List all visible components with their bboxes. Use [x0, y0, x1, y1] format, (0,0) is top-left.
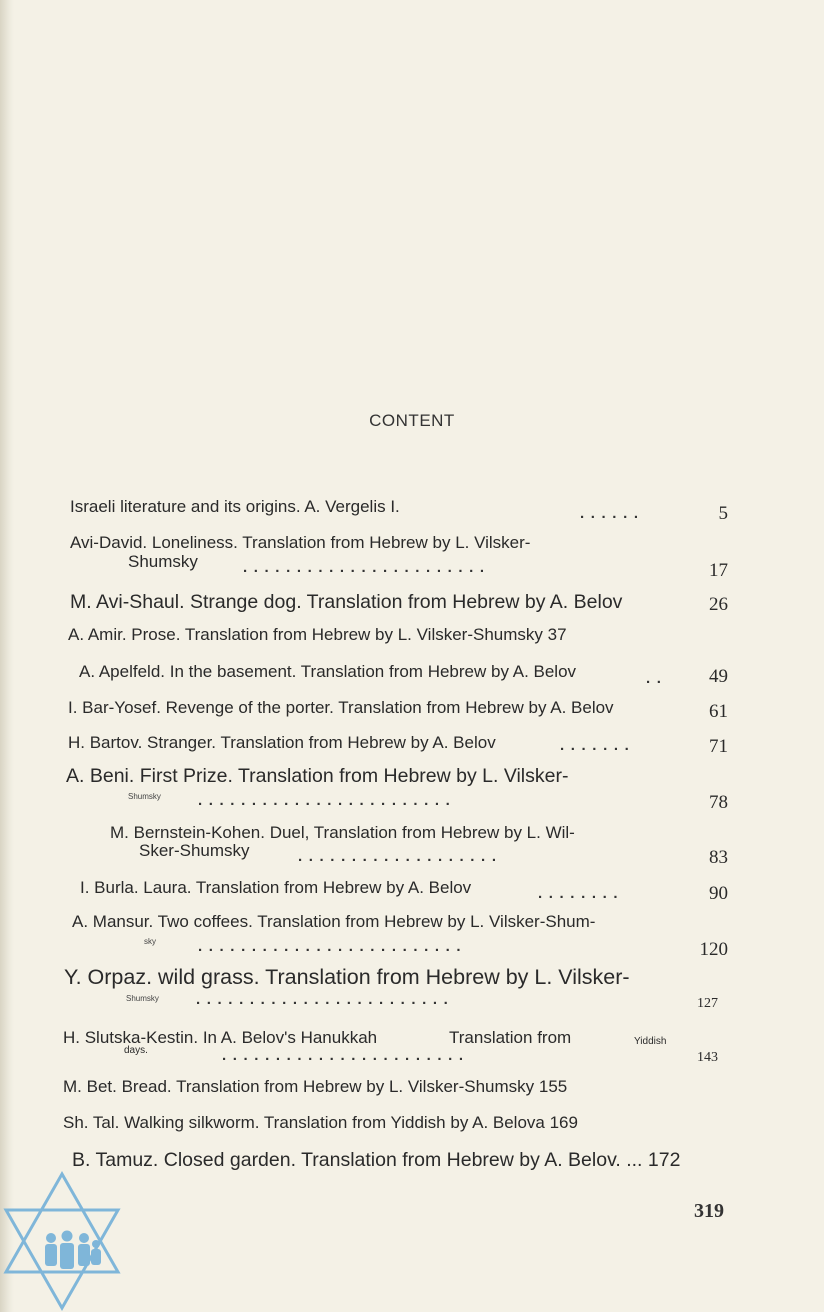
leader-dots: .........................: [198, 938, 468, 955]
page-spine-shadow: [0, 0, 14, 1312]
page-number: 90: [709, 883, 728, 904]
toc-entry-title-part: Translation from: [449, 1028, 572, 1047]
page-number: 83: [709, 847, 728, 868]
toc-entry-title: A. Apelfeld. In the basement. Translation from Hebrew by A. Belov: [79, 662, 577, 681]
page-number: 5: [718, 503, 728, 524]
toc-entry-title-continued: Sker-Shumsky: [139, 841, 250, 860]
page-number: 71: [709, 736, 728, 757]
leader-dots: ........................: [196, 991, 455, 1008]
toc-entry-title: H. Bartov. Stranger. Translation from Hebrew by A. Belov: [68, 733, 496, 752]
star-of-david-family-logo-icon: [0, 1170, 124, 1312]
leader-dots: .......: [560, 737, 636, 754]
toc-entry-title: Avi-David. Loneliness. Translation from Hebrew by L. Vilsker-: [70, 533, 531, 552]
toc-entry-title-continued: days.: [124, 1045, 148, 1056]
toc-entry-title-continued: Shumsky: [128, 552, 198, 571]
toc-entry-title: Sh. Tal. Walking silkworm. Translation from Yiddish by A. Belova 169: [63, 1113, 578, 1132]
toc-entry-title: M. Bet. Bread. Translation from Hebrew by L. Vilsker-Shumsky 155: [63, 1077, 568, 1096]
toc-entry-title: A. Beni. First Prize. Translation from Hebrew by L. Vilsker-: [66, 765, 569, 787]
leader-dots: .......................: [222, 1047, 470, 1064]
leader-dots: .......................: [243, 559, 491, 576]
toc-entry-title: B. Tamuz. Closed garden. Translation from Hebrew by A. Belov. ... 172: [72, 1149, 681, 1171]
toc-entry-title: I. Burla. Laura. Translation from Hebrew by A. Belov: [80, 878, 472, 897]
leader-dots: ...................: [298, 848, 503, 865]
toc-entry-title: M. Bernstein-Kohen. Duel, Translation from Hebrew by L. Wil-: [110, 823, 575, 842]
toc-entry-title: A. Amir. Prose. Translation from Hebrew by L. Vilsker-Shumsky 37: [68, 625, 567, 644]
page-number: 26: [709, 594, 728, 615]
page-number: 143: [697, 1050, 718, 1065]
leader-dots: ..: [646, 670, 668, 687]
toc-entry-title: I. Bar-Yosef. Revenge of the porter. Translation from Hebrew by A. Belov: [68, 698, 614, 717]
leader-dots: ........: [538, 885, 625, 902]
toc-entry-title-part: Yiddish: [634, 1036, 667, 1047]
page-number: 17: [709, 560, 728, 581]
page-number: 120: [699, 939, 728, 960]
leader-dots: ......: [580, 505, 645, 522]
page-number: 49: [709, 666, 728, 687]
toc-entry-title: M. Avi-Shaul. Strange dog. Translation from Hebrew by A. Belov: [70, 591, 623, 613]
toc-entry-title-continued: sky: [144, 937, 156, 946]
toc-entry-title: Y. Orpaz. wild grass. Translation from Hebrew by L. Vilsker-: [64, 965, 630, 989]
page-number: 61: [709, 701, 728, 722]
page-number: 127: [697, 996, 718, 1011]
page-title: CONTENT: [369, 411, 455, 430]
toc-entry-title: H. Slutska-Kestin. In A. Belov's Hanukkah: [63, 1028, 378, 1047]
toc-entry-title: Israeli literature and its origins. A. Vergelis I.: [70, 497, 400, 516]
leader-dots: ........................: [198, 792, 457, 809]
toc-entry-title-continued: Shumsky: [128, 792, 161, 801]
page-folio: 319: [694, 1200, 724, 1222]
toc-entry-title: A. Mansur. Two coffees. Translation from Hebrew by L. Vilsker-Shum-: [72, 912, 596, 931]
toc-entry-title-continued: Shumsky: [126, 994, 159, 1003]
page-number: 78: [709, 792, 728, 813]
